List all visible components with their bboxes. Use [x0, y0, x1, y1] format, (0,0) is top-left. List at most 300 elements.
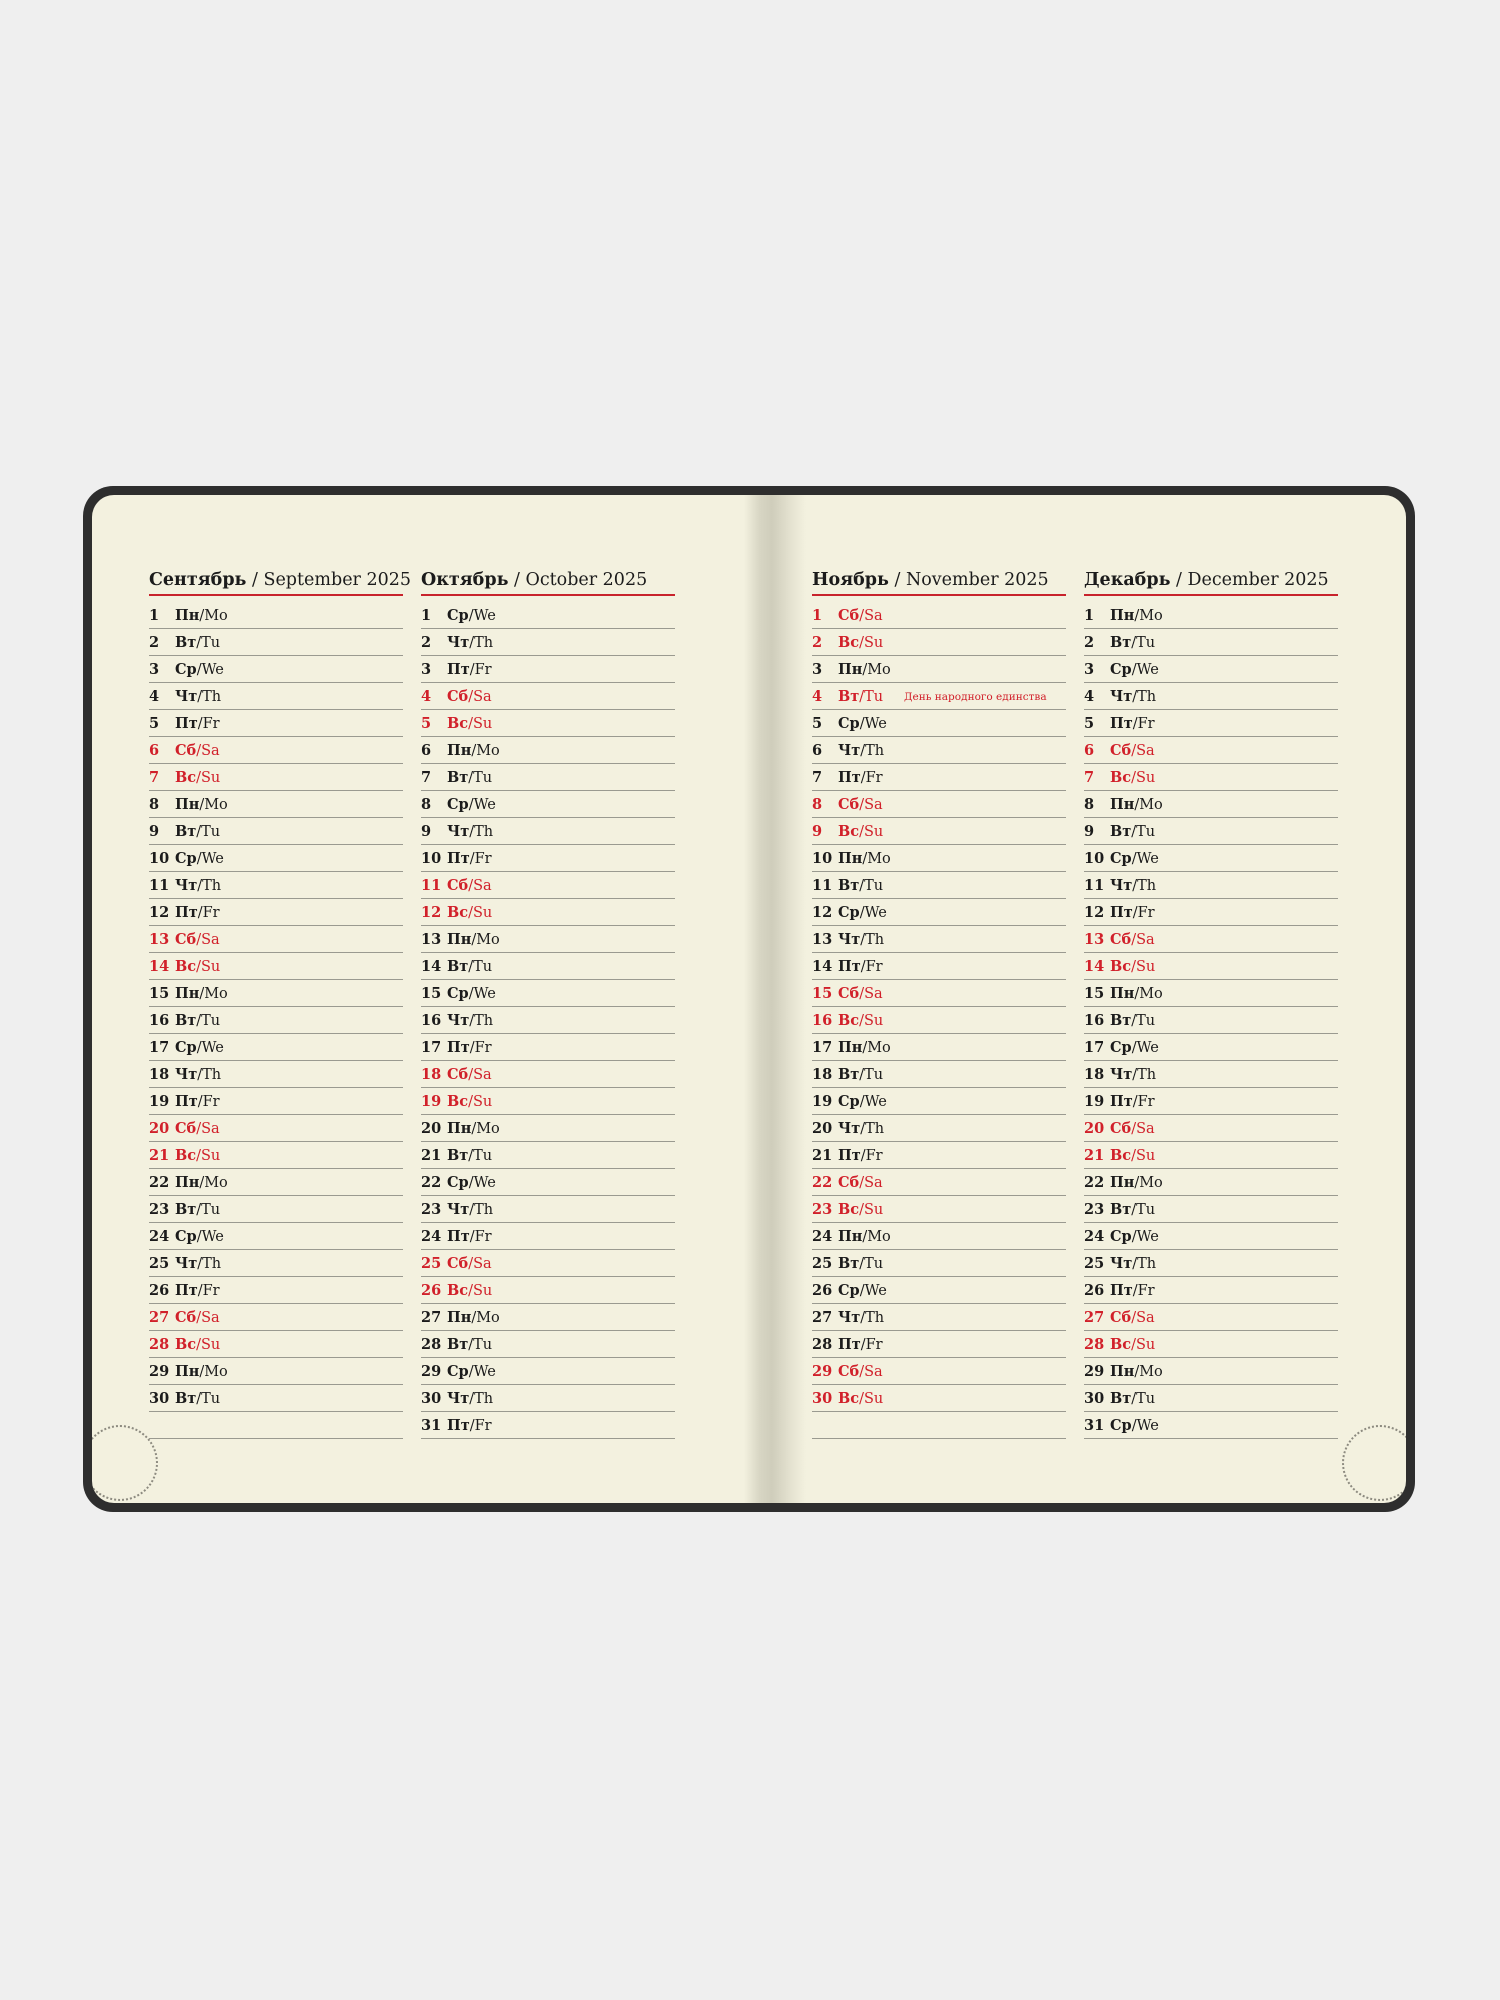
day-name-ru: Ср — [175, 1228, 197, 1245]
day-row — [149, 602, 403, 629]
day-number: 18 — [421, 1066, 442, 1083]
day-name-ru: Сб — [1110, 742, 1132, 759]
day-row — [421, 1277, 675, 1304]
day-name-ru: Вт — [838, 688, 860, 705]
day-name-en: /Su — [859, 1013, 884, 1029]
day-number: 4 — [1084, 688, 1095, 705]
day-name-ru: Пт — [1110, 715, 1133, 732]
day-name-ru: Сб — [175, 1120, 197, 1137]
day-row — [421, 980, 675, 1007]
day-number: 4 — [149, 688, 160, 705]
day-number: 23 — [812, 1201, 833, 1218]
day-row — [149, 764, 403, 791]
day-name-en: /Mo — [862, 1040, 891, 1056]
day-name-en: /Th — [469, 1013, 494, 1029]
day-name-ru: Пн — [838, 1039, 863, 1056]
day-row — [812, 683, 1066, 710]
day-number: 22 — [149, 1174, 170, 1191]
day-row — [1084, 602, 1338, 629]
day-name-en: /Su — [1131, 1148, 1156, 1164]
day-row — [1084, 926, 1338, 953]
day-row — [1084, 764, 1338, 791]
day-name-en: /Su — [196, 959, 221, 975]
day-name-en: /Fr — [469, 1040, 492, 1056]
day-number: 31 — [1084, 1417, 1105, 1434]
day-name-en: /Su — [468, 905, 493, 921]
planner-cover — [83, 486, 1415, 1512]
day-name-ru: Пн — [175, 796, 200, 813]
day-row — [421, 1196, 675, 1223]
day-name-en: /Th — [197, 1067, 222, 1083]
day-row — [812, 1331, 1066, 1358]
day-name-en: /Tu — [196, 635, 221, 651]
day-name-ru: Пт — [447, 1228, 470, 1245]
day-row — [149, 1304, 403, 1331]
month-title-ru: Декабрь — [1084, 570, 1171, 590]
day-name-ru: Пн — [447, 1309, 472, 1326]
day-name-ru: Пн — [838, 1228, 863, 1245]
day-name-en: /Mo — [199, 797, 228, 813]
day-number: 10 — [1084, 850, 1105, 867]
day-number: 19 — [812, 1093, 833, 1110]
day-row — [1084, 899, 1338, 926]
day-row — [812, 1304, 1066, 1331]
day-row — [812, 764, 1066, 791]
day-name-ru: Вт — [1110, 1390, 1132, 1407]
day-name-en: /Tu — [196, 824, 221, 840]
day-name-en: /Mo — [1134, 986, 1163, 1002]
day-name-en: /We — [859, 905, 887, 921]
day-number: 23 — [1084, 1201, 1105, 1218]
day-row — [812, 1169, 1066, 1196]
day-row — [812, 980, 1066, 1007]
day-name-en: /Th — [860, 1310, 885, 1326]
day-name-ru: Сб — [447, 877, 469, 894]
day-name-en: /Fr — [469, 1418, 492, 1434]
day-number: 1 — [1084, 607, 1095, 624]
day-number: 19 — [421, 1093, 442, 1110]
day-name-ru: Пн — [838, 850, 863, 867]
day-name-ru: Пт — [1110, 904, 1133, 921]
day-number: 1 — [812, 607, 823, 624]
day-name-ru: Сб — [838, 607, 860, 624]
month-title-en: / December 2025 — [1170, 570, 1329, 590]
day-name-ru: Чт — [838, 1120, 861, 1137]
day-name-ru: Пт — [175, 715, 198, 732]
day-name-en: /Fr — [197, 1283, 220, 1299]
day-row — [1084, 1061, 1338, 1088]
month-title-en: / September 2025 — [246, 570, 412, 590]
day-row — [1084, 1385, 1338, 1412]
day-number: 22 — [812, 1174, 833, 1191]
day-name-ru: Чт — [838, 742, 861, 759]
day-name-en: /Fr — [469, 851, 492, 867]
day-name-en: /Fr — [469, 662, 492, 678]
day-row — [149, 791, 403, 818]
day-row — [812, 845, 1066, 872]
day-name-en: /Sa — [468, 1067, 492, 1083]
day-row — [421, 1358, 675, 1385]
day-number: 6 — [421, 742, 432, 759]
day-row — [149, 1358, 403, 1385]
day-name-en: /Fr — [860, 959, 883, 975]
month-title — [812, 566, 1066, 596]
day-name-ru: Чт — [447, 1201, 470, 1218]
day-row — [149, 656, 403, 683]
day-row — [812, 1034, 1066, 1061]
day-row — [421, 1385, 675, 1412]
day-number: 3 — [149, 661, 160, 678]
day-name-en: /Sa — [468, 689, 492, 705]
day-name-en: /Sa — [1131, 1121, 1155, 1137]
day-number: 5 — [421, 715, 432, 732]
day-row — [812, 1088, 1066, 1115]
day-number: 20 — [421, 1120, 442, 1137]
day-row — [149, 899, 403, 926]
day-name-ru: Вс — [447, 1282, 469, 1299]
day-number: 20 — [1084, 1120, 1105, 1137]
day-number: 17 — [812, 1039, 833, 1056]
day-row — [421, 1007, 675, 1034]
day-row — [421, 953, 675, 980]
day-row — [812, 1412, 1066, 1439]
day-name-ru: Ср — [838, 715, 860, 732]
day-row — [1084, 872, 1338, 899]
day-row — [421, 899, 675, 926]
day-name-en: /Fr — [1132, 716, 1155, 732]
day-number: 10 — [812, 850, 833, 867]
day-name-en: /Mo — [199, 1175, 228, 1191]
day-row — [1084, 1304, 1338, 1331]
day-name-en: /Su — [859, 824, 884, 840]
day-row — [1084, 980, 1338, 1007]
day-name-en: /We — [1131, 851, 1159, 867]
day-number: 1 — [149, 607, 160, 624]
day-row — [421, 1034, 675, 1061]
month-november — [812, 566, 1066, 1439]
day-number: 21 — [149, 1147, 170, 1164]
day-number: 21 — [1084, 1147, 1105, 1164]
day-name-ru: Пт — [838, 1147, 861, 1164]
day-row — [149, 1196, 403, 1223]
day-number: 8 — [149, 796, 160, 813]
day-name-en: /Mo — [199, 608, 228, 624]
day-number: 2 — [421, 634, 432, 651]
day-name-en: /Fr — [469, 1229, 492, 1245]
day-row — [149, 1007, 403, 1034]
day-number: 11 — [149, 877, 170, 894]
day-name-ru: Чт — [1110, 688, 1133, 705]
day-row — [149, 1277, 403, 1304]
day-name-ru: Ср — [447, 796, 469, 813]
day-row — [812, 629, 1066, 656]
day-name-en: /Mo — [1134, 608, 1163, 624]
day-row — [421, 1088, 675, 1115]
day-name-ru: Пн — [838, 661, 863, 678]
day-row — [1084, 656, 1338, 683]
day-row — [812, 1277, 1066, 1304]
day-name-ru: Чт — [175, 688, 198, 705]
day-number: 22 — [1084, 1174, 1105, 1191]
day-name-ru: Пт — [447, 850, 470, 867]
day-name-en: /Tu — [1131, 1013, 1156, 1029]
day-name-en: /Th — [860, 1121, 885, 1137]
day-number: 12 — [812, 904, 833, 921]
day-name-en: /We — [468, 1175, 496, 1191]
day-name-en: /Sa — [196, 932, 220, 948]
day-number: 28 — [421, 1336, 442, 1353]
day-number: 25 — [812, 1255, 833, 1272]
day-name-ru: Ср — [1110, 661, 1132, 678]
month-title-en: / October 2025 — [508, 570, 648, 590]
day-row — [421, 791, 675, 818]
day-name-ru: Сб — [838, 1174, 860, 1191]
day-number: 26 — [421, 1282, 442, 1299]
month-title-en: / November 2025 — [888, 570, 1049, 590]
day-name-ru: Ср — [1110, 850, 1132, 867]
day-number: 17 — [421, 1039, 442, 1056]
day-name-en: /Tu — [468, 959, 493, 975]
day-name-ru: Вс — [175, 1336, 197, 1353]
day-name-ru: Вс — [175, 769, 197, 786]
day-number: 25 — [421, 1255, 442, 1272]
day-name-en: /Mo — [471, 743, 500, 759]
day-number: 6 — [812, 742, 823, 759]
day-name-ru: Вт — [175, 823, 197, 840]
day-name-ru: Вт — [1110, 1201, 1132, 1218]
day-number: 30 — [812, 1390, 833, 1407]
day-name-ru: Ср — [838, 1093, 860, 1110]
day-name-ru: Вт — [447, 1147, 469, 1164]
day-number: 4 — [812, 688, 823, 705]
day-name-ru: Вс — [1110, 1147, 1132, 1164]
day-name-en: /We — [859, 716, 887, 732]
day-row — [812, 953, 1066, 980]
day-number: 14 — [421, 958, 442, 975]
day-name-ru: Пт — [838, 769, 861, 786]
day-name-en: /Su — [468, 1094, 493, 1110]
day-name-en: /Mo — [1134, 1175, 1163, 1191]
month-october — [421, 566, 675, 1439]
day-name-en: /Tu — [196, 1013, 221, 1029]
day-number: 11 — [421, 877, 442, 894]
day-number: 19 — [1084, 1093, 1105, 1110]
day-name-en: /Sa — [859, 1364, 883, 1380]
day-name-en: /Mo — [1134, 797, 1163, 813]
day-number: 24 — [421, 1228, 442, 1245]
day-name-ru: Сб — [838, 1363, 860, 1380]
day-name-en: /We — [196, 1040, 224, 1056]
day-number: 16 — [812, 1012, 833, 1029]
day-number: 12 — [149, 904, 170, 921]
day-name-ru: Вс — [1110, 958, 1132, 975]
day-name-en: /Tu — [196, 1391, 221, 1407]
day-row — [421, 872, 675, 899]
day-name-ru: Пн — [175, 607, 200, 624]
day-row — [149, 980, 403, 1007]
day-name-ru: Вс — [838, 1390, 860, 1407]
day-name-ru: Пн — [1110, 1363, 1135, 1380]
day-name-ru: Вс — [838, 634, 860, 651]
day-name-ru: Пн — [447, 1120, 472, 1137]
day-name-ru: Ср — [447, 1363, 469, 1380]
day-name-ru: Пт — [175, 1093, 198, 1110]
day-number: 21 — [421, 1147, 442, 1164]
day-number: 8 — [1084, 796, 1095, 813]
day-name-en: /Su — [468, 716, 493, 732]
day-number: 12 — [421, 904, 442, 921]
day-number: 25 — [149, 1255, 170, 1272]
day-name-en: /Th — [1132, 878, 1157, 894]
day-number: 1 — [421, 607, 432, 624]
day-name-ru: Ср — [1110, 1228, 1132, 1245]
month-title — [1084, 566, 1338, 596]
day-list — [812, 602, 1066, 1439]
day-row — [1084, 791, 1338, 818]
day-number: 28 — [812, 1336, 833, 1353]
day-number: 24 — [149, 1228, 170, 1245]
month-title-ru: Октябрь — [421, 570, 509, 590]
day-name-en: /Sa — [1131, 932, 1155, 948]
day-name-ru: Вс — [175, 958, 197, 975]
day-number: 15 — [1084, 985, 1105, 1002]
day-number: 18 — [812, 1066, 833, 1083]
day-name-ru: Чт — [447, 1390, 470, 1407]
day-number: 26 — [1084, 1282, 1105, 1299]
day-row — [149, 1061, 403, 1088]
day-number: 10 — [421, 850, 442, 867]
day-name-ru: Ср — [175, 850, 197, 867]
day-name-ru: Вт — [838, 1066, 860, 1083]
day-name-en: /We — [196, 851, 224, 867]
day-name-ru: Вт — [1110, 634, 1132, 651]
day-name-ru: Вт — [447, 1336, 469, 1353]
day-number: 15 — [149, 985, 170, 1002]
day-row — [812, 602, 1066, 629]
day-list — [149, 602, 403, 1439]
day-name-en: /Fr — [197, 1094, 220, 1110]
day-number: 16 — [1084, 1012, 1105, 1029]
day-row — [1084, 1034, 1338, 1061]
day-row — [812, 791, 1066, 818]
day-name-ru: Пн — [1110, 985, 1135, 1002]
day-name-ru: Сб — [447, 1255, 469, 1272]
day-number: 24 — [812, 1228, 833, 1245]
day-name-en: /Mo — [199, 1364, 228, 1380]
day-number: 10 — [149, 850, 170, 867]
day-name-en: /Su — [1131, 1337, 1156, 1353]
day-row — [149, 1142, 403, 1169]
day-name-ru: Вс — [447, 904, 469, 921]
day-row — [812, 1196, 1066, 1223]
day-name-ru: Пн — [1110, 607, 1135, 624]
day-name-ru: Чт — [838, 1309, 861, 1326]
day-row — [149, 1385, 403, 1412]
day-name-ru: Чт — [447, 1012, 470, 1029]
day-row — [421, 926, 675, 953]
day-number: 18 — [149, 1066, 170, 1083]
day-name-ru: Вс — [1110, 1336, 1132, 1353]
day-name-ru: Вс — [838, 1201, 860, 1218]
day-name-ru: Сб — [447, 688, 469, 705]
day-row — [812, 1061, 1066, 1088]
day-name-ru: Пт — [447, 661, 470, 678]
day-row — [149, 683, 403, 710]
day-name-en: /Fr — [1132, 1283, 1155, 1299]
day-number: 7 — [149, 769, 160, 786]
month-title-ru: Сентябрь — [149, 570, 247, 590]
day-row — [421, 818, 675, 845]
day-row — [421, 845, 675, 872]
day-row — [421, 1304, 675, 1331]
day-number: 30 — [1084, 1390, 1105, 1407]
day-name-en: /Su — [859, 1391, 884, 1407]
day-row — [421, 683, 675, 710]
day-name-en: /Sa — [859, 986, 883, 1002]
day-name-en: /Sa — [196, 743, 220, 759]
day-name-en: /Th — [1132, 1067, 1157, 1083]
day-name-en: /Sa — [859, 797, 883, 813]
day-number: 9 — [812, 823, 823, 840]
day-name-en: /Mo — [471, 1310, 500, 1326]
day-name-en: /Th — [469, 1391, 494, 1407]
day-row — [149, 872, 403, 899]
month-september — [149, 566, 412, 1439]
day-name-en: /Mo — [199, 986, 228, 1002]
day-row — [1084, 1412, 1338, 1439]
day-name-en: /Su — [468, 1283, 493, 1299]
day-name-en: /Su — [196, 1337, 221, 1353]
day-name-en: /Tu — [196, 1202, 221, 1218]
day-name-ru: Ср — [175, 1039, 197, 1056]
day-name-ru: Пн — [1110, 796, 1135, 813]
day-number: 6 — [149, 742, 160, 759]
day-number: 11 — [1084, 877, 1105, 894]
day-number: 15 — [421, 985, 442, 1002]
day-row — [149, 629, 403, 656]
day-row — [421, 710, 675, 737]
day-name-en: /Su — [1131, 959, 1156, 975]
day-row — [421, 1331, 675, 1358]
day-number: 3 — [421, 661, 432, 678]
day-name-en: /Sa — [1131, 743, 1155, 759]
day-name-ru: Ср — [447, 607, 469, 624]
day-number: 21 — [812, 1147, 833, 1164]
day-name-ru: Сб — [175, 931, 197, 948]
day-name-en: /Th — [197, 1256, 222, 1272]
day-number: 31 — [421, 1417, 442, 1434]
day-name-ru: Сб — [1110, 1120, 1132, 1137]
day-name-ru: Вт — [447, 769, 469, 786]
day-row — [1084, 629, 1338, 656]
day-row — [1084, 953, 1338, 980]
day-name-ru: Сб — [175, 1309, 197, 1326]
day-number: 23 — [149, 1201, 170, 1218]
day-number: 7 — [812, 769, 823, 786]
day-name-ru: Ср — [1110, 1417, 1132, 1434]
day-name-en: /Th — [860, 743, 885, 759]
day-name-ru: Вс — [175, 1147, 197, 1164]
day-name-ru: Чт — [175, 1066, 198, 1083]
day-number: 29 — [812, 1363, 833, 1380]
day-row — [812, 1358, 1066, 1385]
day-row — [149, 1223, 403, 1250]
day-number: 28 — [149, 1336, 170, 1353]
day-name-ru: Пт — [1110, 1093, 1133, 1110]
day-number: 30 — [149, 1390, 170, 1407]
day-number: 9 — [421, 823, 432, 840]
day-number: 16 — [421, 1012, 442, 1029]
